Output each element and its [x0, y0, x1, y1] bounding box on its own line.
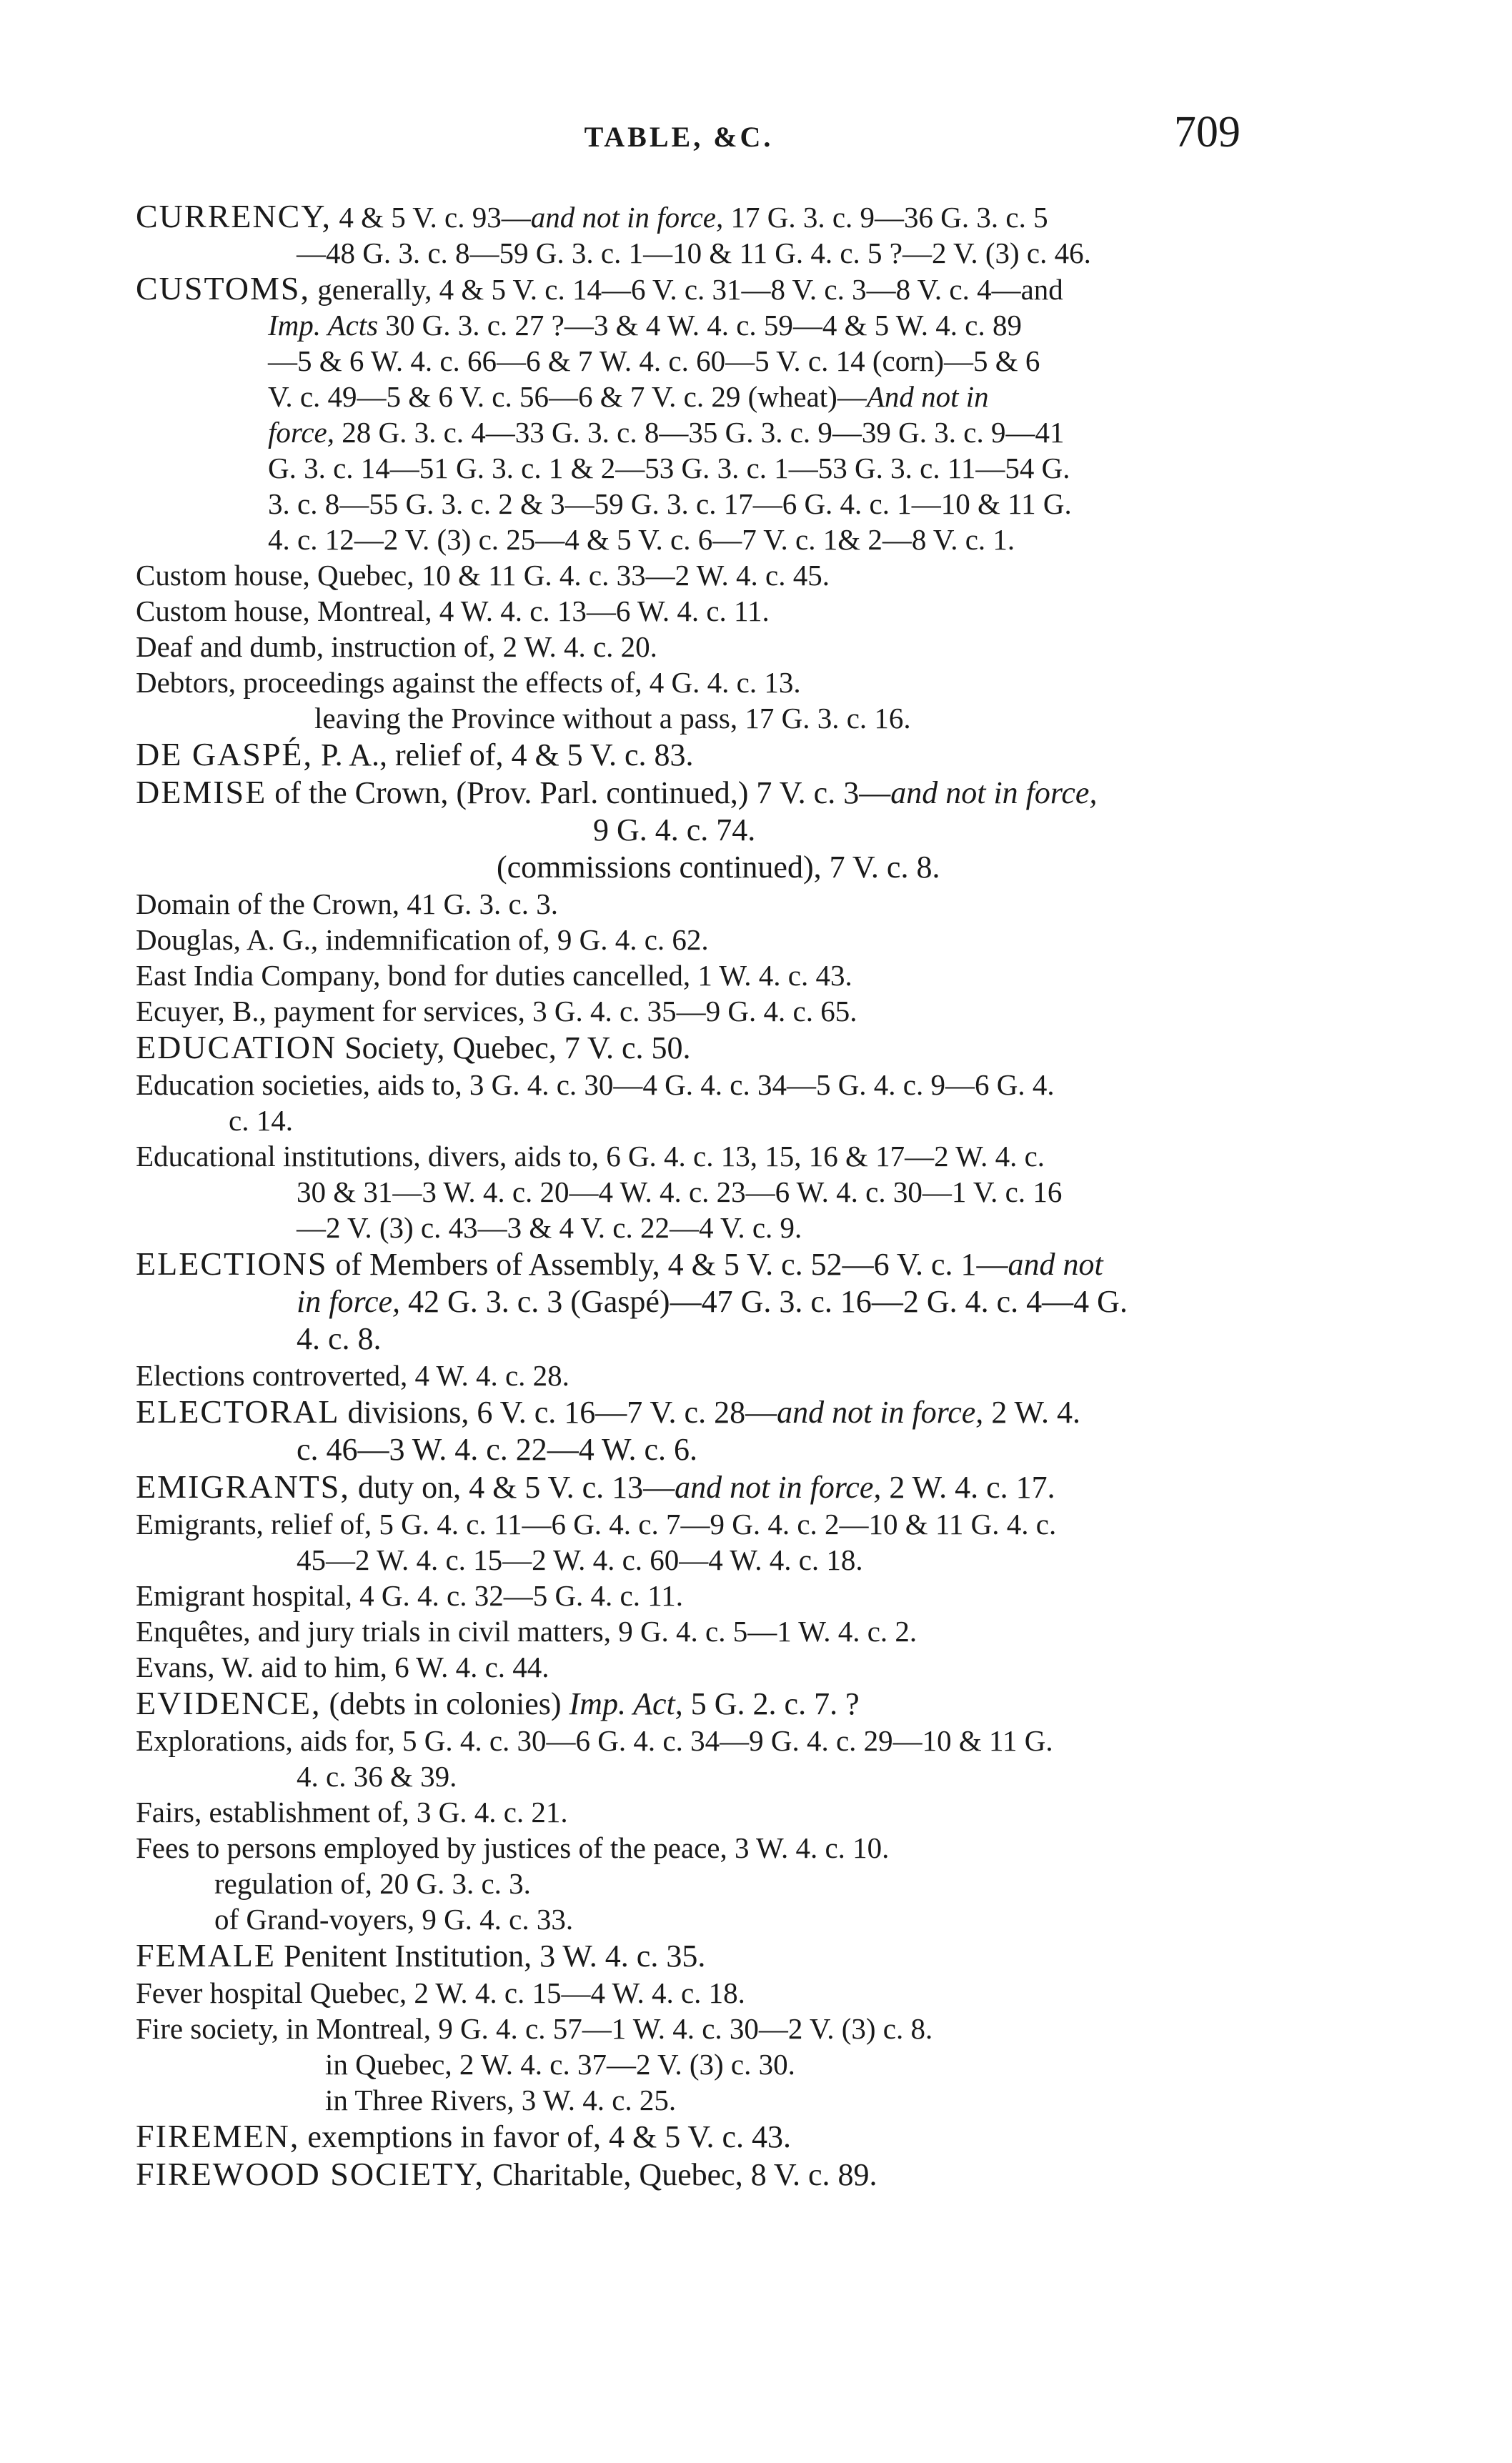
entry-text: Evans, W. aid to him, 6 W. 4. c. 44. [136, 1651, 549, 1683]
entry-text: Fairs, establishment of, 3 G. 4. c. 21. [136, 1796, 568, 1828]
entry-italic: and not [1008, 1247, 1103, 1282]
entry-continuation: 4. c. 8. [297, 1321, 382, 1356]
index-entry [136, 2011, 1265, 2118]
entry-italic: force, [268, 416, 334, 449]
index-entry [136, 1393, 1265, 1468]
entry-text: East India Company, bond for duties cancelled, 1 W. 4. c. 43. [136, 959, 852, 992]
entry-heading: ELECTORAL [136, 1393, 340, 1430]
entry-text: of Members of Assembly, 4 & 5 V. c. 52—6 V. c. 1— [327, 1247, 1008, 1282]
index-entry [136, 1649, 1265, 1685]
entry-text: 4 & 5 V. c. 93— [332, 201, 531, 234]
entry-text: Education societies, aids to, 3 G. 4. c. 30—4 G. 4. c. 34—5 G. 4. c. 9—6 G. 4. [136, 1068, 1055, 1101]
index-entry [136, 593, 1265, 629]
index-entry [136, 736, 1265, 774]
entry-continuation: —5 & 6 W. 4. c. 66—6 & 7 W. 4. c. 60—5 V. c. 14 (corn)—5 & 6 [268, 344, 1040, 377]
entry-italic: and not in force, [777, 1395, 984, 1430]
entry-text: Douglas, A. G., indemnification of, 9 G. 4. c. 62. [136, 923, 709, 956]
entry-heading: CUSTOMS, [136, 270, 310, 307]
index-entry [136, 1506, 1265, 1578]
index-entry [136, 1685, 1265, 1723]
entry-italic: in force, [297, 1284, 400, 1319]
entry-text: Educational institutions, divers, aids to, 6 G. 4. c. 13, 15, 16 & 17—2 W. 4. c. [136, 1140, 1045, 1173]
entry-continuation: 4. c. 36 & 39. [297, 1760, 457, 1793]
index-entry [136, 1138, 1265, 1245]
entry-text: 2 W. 4. c. 17. [881, 1470, 1055, 1505]
entry-text: Emigrant hospital, 4 G. 4. c. 32—5 G. 4. c. 11. [136, 1579, 683, 1612]
index-entry [136, 1794, 1265, 1830]
entry-heading: EVIDENCE, [136, 1685, 322, 1721]
index-entry [136, 1975, 1265, 2011]
entry-text: P. A., relief of, 4 & 5 V. c. 83. [313, 737, 694, 772]
entry-subentry: in Quebec, 2 W. 4. c. 37—2 V. (3) c. 30. [325, 2048, 795, 2081]
index-entry [136, 1723, 1265, 1794]
entry-text: Society, Quebec, 7 V. c. 50. [337, 1030, 691, 1065]
entry-text: Charitable, Quebec, 8 V. c. 89. [484, 2157, 877, 2192]
entry-text: Fever hospital Quebec, 2 W. 4. c. 15—4 W. 4. c. 18. [136, 1976, 745, 2009]
entry-continuation: c. 14. [229, 1104, 293, 1137]
entry-heading: ELECTIONS [136, 1245, 328, 1282]
index-entry [136, 1245, 1265, 1358]
entry-text: Custom house, Quebec, 10 & 11 G. 4. c. 33—2 W. 4. c. 45. [136, 559, 830, 592]
entry-heading: EMIGRANTS, [136, 1468, 350, 1505]
index-entry [136, 1468, 1265, 1506]
entry-text: Fees to persons employed by justices of the peace, 3 W. 4. c. 10. [136, 1831, 890, 1864]
entry-italic: Imp. Acts [268, 309, 379, 342]
entry-heading: DEMISE [136, 774, 267, 810]
entry-text: 28 G. 3. c. 4—33 G. 3. c. 8—35 G. 3. c. 9—39 G. 3. c. 9—41 [334, 416, 1065, 449]
entry-subentry: leaving the Province without a pass, 17 G. 3. c. 16. [314, 702, 911, 735]
index-entry [136, 271, 1265, 557]
index-entry [136, 957, 1265, 993]
entry-continuation: 4. c. 12—2 V. (3) c. 25—4 & 5 V. c. 6—7 V. c. 1& 2—8 V. c. 1. [268, 523, 1015, 556]
index-entry [136, 1067, 1265, 1138]
page-header [0, 107, 1512, 164]
entry-text: 30 G. 3. c. 27 ?—3 & 4 W. 4. c. 59—4 & 5 W. 4. c. 89 [378, 309, 1022, 342]
index-entries [136, 199, 1265, 2194]
entry-italic: And not in [866, 380, 989, 413]
entry-text: Emigrants, relief of, 5 G. 4. c. 11—6 G. 4. c. 7—9 G. 4. c. 2—10 & 11 G. 4. c. [136, 1508, 1057, 1541]
index-entry [136, 922, 1265, 957]
entry-italic: and not in force, [675, 1470, 882, 1505]
index-entry [136, 629, 1265, 665]
entry-text: Penitent Institution, 3 W. 4. c. 35. [276, 1939, 706, 1974]
entry-heading: DE GASPÉ, [136, 736, 314, 772]
entry-text: Custom house, Montreal, 4 W. 4. c. 13—6 W. 4. c. 11. [136, 594, 770, 627]
entry-subentry: (commissions continued), 7 V. c. 8. [497, 850, 940, 885]
entry-text: 5 G. 2. c. 7. ? [682, 1686, 860, 1721]
entry-text: Ecuyer, B., payment for services, 3 G. 4. c. 35—9 G. 4. c. 65. [136, 995, 857, 1028]
index-entry [136, 199, 1265, 271]
entry-italic: Imp. Act, [569, 1686, 683, 1721]
entry-text: 17 G. 3. c. 9—36 G. 3. c. 5 [723, 201, 1048, 234]
entry-text: of the Crown, (Prov. Parl. continued,) 7 V. c. 3— [267, 775, 891, 810]
entry-continuation: c. 46—3 W. 4. c. 22—4 W. c. 6. [297, 1432, 697, 1467]
index-entry [136, 993, 1265, 1029]
entry-text: duty on, 4 & 5 V. c. 13— [349, 1470, 675, 1505]
entry-text: 2 W. 4. [983, 1395, 1081, 1430]
entry-heading: CURRENCY, [136, 198, 332, 234]
entry-continuation: 30 & 31—3 W. 4. c. 20—4 W. 4. c. 23—6 W. 4. c. 30—1 V. c. 16 [297, 1175, 1063, 1208]
entry-text: Domain of the Crown, 41 G. 3. c. 3. [136, 887, 558, 920]
index-entry [136, 886, 1265, 922]
index-entry [136, 1578, 1265, 1613]
entry-text: Explorations, aids for, 5 G. 4. c. 30—6 G. 4. c. 34—9 G. 4. c. 29—10 & 11 G. [136, 1724, 1053, 1757]
entry-continuation: G. 3. c. 14—51 G. 3. c. 1 & 2—53 G. 3. c. 1—53 G. 3. c. 11—54 G. [268, 452, 1070, 484]
entry-text: Debtors, proceedings against the effects of, 4 G. 4. c. 13. [136, 666, 801, 699]
entry-italic: and not in force, [530, 201, 724, 234]
entry-subentry: in Three Rivers, 3 W. 4. c. 25. [325, 2084, 677, 2116]
entry-continuation: 45—2 W. 4. c. 15—2 W. 4. c. 60—4 W. 4. c. 18. [297, 1543, 863, 1576]
entry-text: exemptions in favor of, 4 & 5 V. c. 43. [299, 2119, 792, 2154]
entry-heading: EDUCATION [136, 1029, 337, 1065]
entry-text: V. c. 49—5 & 6 V. c. 56—6 & 7 V. c. 29 (wheat)— [268, 380, 867, 413]
entry-heading: FIREMEN, [136, 2118, 300, 2154]
page-number: 709 [1174, 108, 1240, 156]
index-entry [136, 774, 1265, 886]
index-entry [136, 2118, 1265, 2156]
entry-text: Deaf and dumb, instruction of, 2 W. 4. c. 20. [136, 630, 657, 663]
entry-continuation: 9 G. 4. c. 74. [593, 812, 756, 847]
index-entry [136, 557, 1265, 593]
index-entry [136, 1937, 1265, 1975]
entry-heading: FIREWOOD SOCIETY, [136, 2156, 485, 2192]
entry-subentry: regulation of, 20 G. 3. c. 3. [214, 1867, 531, 1900]
entry-subentry: of Grand-voyers, 9 G. 4. c. 33. [214, 1903, 574, 1936]
entry-continuation: —48 G. 3. c. 8—59 G. 3. c. 1—10 & 11 G. 4. c. 5 ?—2 V. (3) c. 46. [297, 237, 1091, 269]
entry-text: generally, 4 & 5 V. c. 14—6 V. c. 31—8 V. c. 3—8 V. c. 4—and [309, 273, 1063, 306]
entry-text: (debts in colonies) [321, 1686, 570, 1721]
index-entry [136, 2156, 1265, 2194]
entry-heading: FEMALE [136, 1937, 276, 1974]
index-entry [136, 665, 1265, 736]
entry-text: divisions, 6 V. c. 16—7 V. c. 28— [339, 1395, 777, 1430]
index-entry [136, 1358, 1265, 1393]
entry-text: Fire society, in Montreal, 9 G. 4. c. 57—1 W. 4. c. 30—2 V. (3) c. 8. [136, 2012, 933, 2045]
entry-text: 42 G. 3. c. 3 (Gaspé)—47 G. 3. c. 16—2 G. 4. c. 4—4 G. [400, 1284, 1128, 1319]
running-title: TABLE, &C. [584, 121, 774, 153]
entry-continuation: —2 V. (3) c. 43—3 & 4 V. c. 22—4 V. c. 9. [297, 1211, 802, 1244]
entry-text: Elections controverted, 4 W. 4. c. 28. [136, 1359, 570, 1392]
index-entry [136, 1830, 1265, 1937]
entry-italic: and not in force, [890, 775, 1098, 810]
index-entry [136, 1613, 1265, 1649]
entry-continuation: 3. c. 8—55 G. 3. c. 2 & 3—59 G. 3. c. 17—6 G. 4. c. 1—10 & 11 G. [268, 487, 1072, 520]
entry-text: Enquêtes, and jury trials in civil matters, 9 G. 4. c. 5—1 W. 4. c. 2. [136, 1615, 917, 1648]
index-entry [136, 1029, 1265, 1067]
